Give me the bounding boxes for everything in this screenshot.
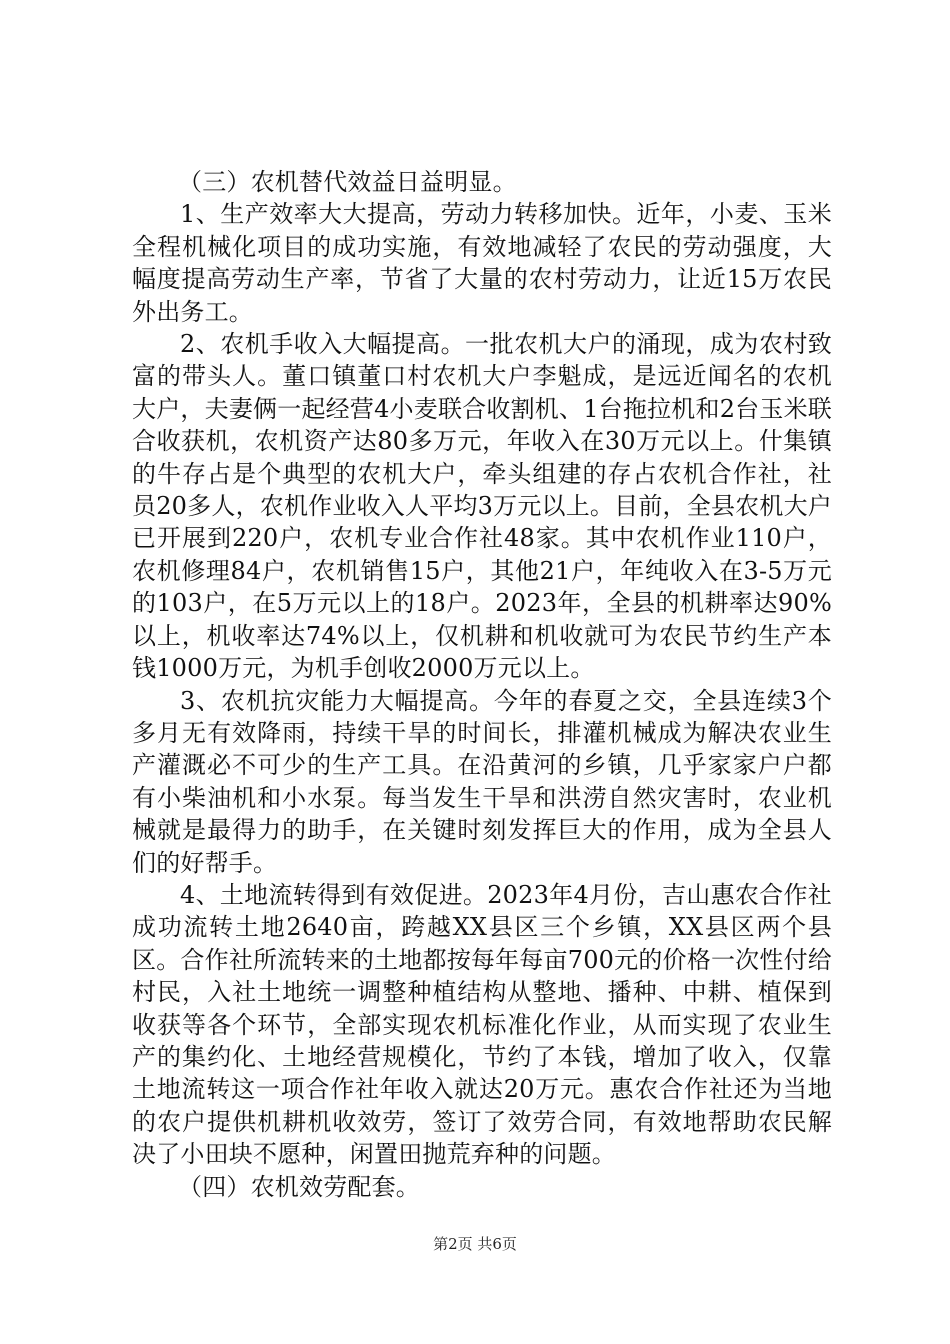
- page-footer: 第2页 共6页: [433, 1235, 517, 1253]
- section-heading-4: （四）农机效劳配套。: [178, 1172, 420, 1201]
- paragraph-4: 4、土地流转得到有效促进。2023年4月份，吉山惠农合作社成功流转土地2640亩，跨越XX县区三个乡镇，XX县区两个县区。合作社所流转来的土地都按每年每亩700元的价格一次性付给村民，入社土地统一调整种植结构从整地、播种、中耕、植保到收获等各个环节，全部实现农机标准化作业，从而实现了农业生产的集约化、土地经营规模化，节约了本钱，增加了收入，仅靠土地流转这一项合作社年收入就达20万元。惠农合作社还为当地的农户提供机耕机收效劳，签订了效劳合同，有效地帮助农民解决了小田块不愿种，闲置田抛荒弃种的问题。: [132, 880, 832, 1169]
- paragraph-2: 2、农机手收入大幅提高。一批农机大户的涌现，成为农村致富的带头人。董口镇董口村农机大户李魁成，是远近闻名的农机大户，夫妻俩一起经营4小麦联合收割机、1台拖拉机和2台玉米联合收获机，农机资产达80多万元，年收入在30万元以上。什集镇的牛存占是个典型的农机大户，牵头组建的存占农机合作社，社员20多人，农机作业收入人平均3万元以上。目前，全县农机大户已开展到220户，农机专业合作社48家。其中农机作业110户，农机修理84户，农机销售15户，其他21户，年纯收入在3-5万元的103户，在5万元以上的18户。2023年，全县的机耕率达90%以上，机收率达74%以上，仅机耕和机收就可为农民节约生产本钱1000万元，为机手创收2000万元以上。: [132, 330, 832, 683]
- paragraph-1: 1、生产效率大大提高，劳动力转移加快。近年，小麦、玉米全程机械化项目的成功实施，有效地减轻了农民的劳动强度，大幅度提高劳动生产率，节省了大量的农村劳动力，让近15万农民外出务工。: [132, 200, 832, 326]
- document-body: [132, 166, 832, 1203]
- section-heading-3: （三）农机替代效益日益明显。: [178, 168, 517, 196]
- paragraph-3: 3、农机抗灾能力大幅提高。今年的春夏之交，全县连续3个多月无有效降雨，持续干旱的时间长，排灌机械成为解决农业生产灌溉必不可少的生产工具。在沿黄河的乡镇，几乎家家户户都有小柴油机和小水泵。每当发生干旱和洪涝自然灾害时，农业机械就是最得力的助手，在关键时刻发挥巨大的作用，成为全县人们的好帮手。: [132, 686, 832, 877]
